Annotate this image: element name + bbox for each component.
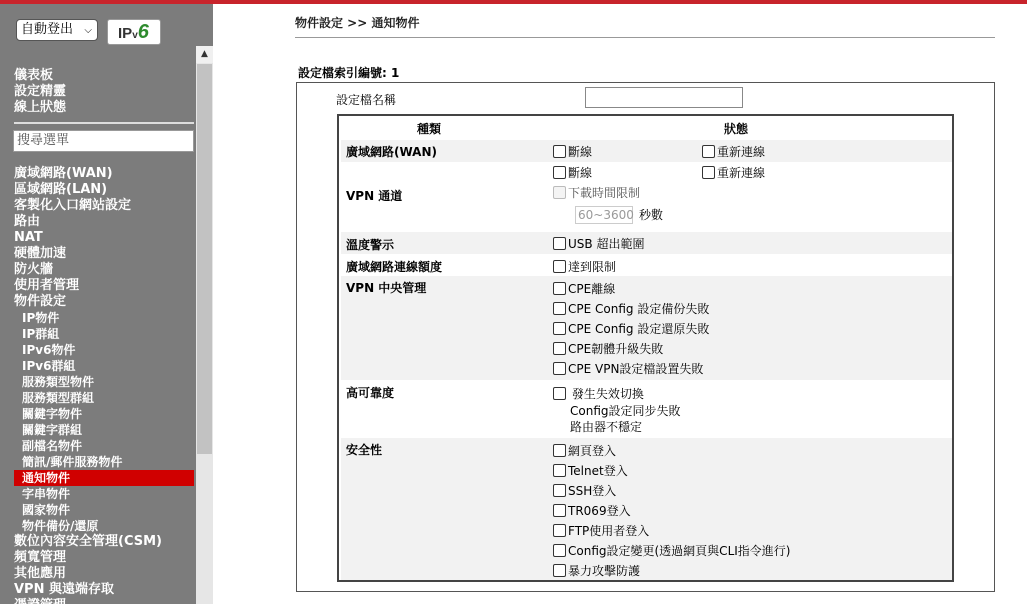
vpn-central-option[interactable]: CPE Config 設定還原失敗: [553, 322, 709, 336]
sidebar-item[interactable]: NAT: [14, 230, 43, 245]
sidebar-subitem[interactable]: IPv6物件: [22, 343, 76, 357]
sidebar-item-dashboard[interactable]: 儀表板: [14, 68, 54, 83]
menu-search-input[interactable]: 搜尋選單: [13, 130, 194, 152]
profile-name-input[interactable]: [585, 87, 743, 108]
category-label: 廣域網路(WAN): [346, 145, 437, 159]
sidebar-subitem[interactable]: 服務類型物件: [22, 375, 95, 389]
sidebar-subitem[interactable]: 關鍵字群組: [22, 423, 83, 437]
sidebar-item[interactable]: 廣域網路(WAN): [14, 166, 113, 181]
category-label: VPN 通道: [346, 189, 403, 203]
checkbox[interactable]: [553, 544, 566, 557]
vpn-disconnect-option[interactable]: 斷線: [553, 166, 592, 180]
quota-reached-option[interactable]: 達到限制: [553, 260, 616, 274]
sidebar-divider: [14, 122, 194, 124]
table-row-wan-quota: [341, 254, 952, 276]
security-option[interactable]: 網頁登入: [553, 444, 616, 458]
sidebar-subitem[interactable]: 關鍵字物件: [22, 407, 83, 421]
sidebar-subitem[interactable]: 副檔名物件: [22, 439, 83, 453]
sidebar: [0, 4, 213, 613]
failover-option[interactable]: 發生失效切換: [553, 387, 644, 401]
checkbox[interactable]: [553, 444, 566, 457]
chevron-down-icon: ⌵: [84, 25, 92, 36]
checkbox[interactable]: [553, 322, 566, 335]
sidebar-item[interactable]: 數位內容安全管理(CSM): [14, 534, 162, 549]
category-label: 安全性: [346, 443, 383, 457]
table-row-vpn-central: [341, 276, 952, 380]
vpn-central-option[interactable]: CPE VPN設定檔設置失敗: [553, 362, 703, 376]
sidebar-item[interactable]: 防火牆: [14, 262, 54, 277]
vpn-download-limit-checkbox[interactable]: [553, 186, 566, 199]
sidebar-item[interactable]: 使用者管理: [14, 278, 80, 293]
failover-checkbox[interactable]: [553, 387, 566, 400]
security-option[interactable]: TR069登入: [553, 504, 631, 518]
security-option[interactable]: FTP使用者登入: [553, 524, 649, 538]
table-row-security: [341, 438, 952, 580]
wan-disconnect-option[interactable]: 斷線: [553, 145, 592, 159]
sidebar-item[interactable]: 頻寬管理: [14, 550, 67, 565]
sidebar-item-online-status[interactable]: 線上狀態: [14, 100, 67, 115]
usb-out-of-range-option[interactable]: USB 超出範圍: [553, 237, 644, 251]
vpn-central-option[interactable]: CPE Config 設定備份失敗: [553, 302, 709, 316]
sidebar-subitem[interactable]: 國家物件: [22, 503, 71, 517]
breadcrumb-divider: [295, 37, 995, 38]
sidebar-subitem[interactable]: 字串物件: [22, 487, 71, 501]
security-option[interactable]: SSH登入: [553, 484, 616, 498]
sidebar-item[interactable]: 硬體加速: [14, 246, 67, 261]
vpn-central-option[interactable]: CPE韌體升級失敗: [553, 342, 663, 356]
checkbox[interactable]: [553, 362, 566, 375]
column-header-type: 種類: [417, 122, 442, 136]
wan-reconnect-checkbox[interactable]: [702, 145, 715, 158]
scroll-up-arrow-icon[interactable]: ▲: [196, 46, 213, 63]
vpn-central-option[interactable]: CPE離線: [553, 282, 615, 296]
vpn-disconnect-checkbox[interactable]: [553, 166, 566, 179]
sidebar-item[interactable]: 客製化入口網站設定: [14, 198, 132, 213]
wan-reconnect-option[interactable]: 重新連線: [702, 145, 765, 159]
quota-reached-checkbox[interactable]: [553, 260, 566, 273]
sidebar-menu: [14, 166, 194, 614]
sidebar-subitem[interactable]: IPv6群組: [22, 359, 76, 373]
vpn-seconds-input[interactable]: 60~3600: [575, 206, 633, 224]
usb-out-of-range-checkbox[interactable]: [553, 237, 566, 250]
sidebar-subitem[interactable]: 服務類型群組: [22, 391, 95, 405]
checkbox[interactable]: [553, 282, 566, 295]
vpn-download-limit-option[interactable]: 下載時間限制: [553, 186, 640, 200]
category-label: 廣域網路連線額度: [346, 260, 443, 274]
checkbox[interactable]: [553, 484, 566, 497]
seconds-unit-label: 秒數: [639, 208, 664, 222]
sidebar-item[interactable]: 路由: [14, 214, 41, 229]
vpn-reconnect-checkbox[interactable]: [702, 166, 715, 179]
sidebar-subitem[interactable]: 物件備份/還原: [22, 519, 99, 533]
config-sync-failed-text: Config設定同步失敗: [570, 404, 681, 418]
profile-index-label: 設定檔索引編號: 1: [298, 66, 400, 80]
sidebar-item[interactable]: 其他應用: [14, 566, 67, 581]
sidebar-subitem[interactable]: 通知物件: [14, 470, 194, 486]
sidebar-header: [0, 4, 213, 46]
sidebar-item[interactable]: 區域網路(LAN): [14, 182, 108, 197]
checkbox[interactable]: [553, 504, 566, 517]
sidebar-item[interactable]: 物件設定: [14, 294, 67, 309]
column-header-status: 狀態: [724, 122, 749, 136]
checkbox[interactable]: [553, 302, 566, 315]
table-row-high-availability: [341, 380, 952, 438]
checkbox[interactable]: [553, 342, 566, 355]
breadcrumb: 物件設定 >> 通知物件: [295, 16, 420, 30]
table-row-wan: [341, 140, 952, 162]
router-unstable-text: 路由器不穩定: [570, 420, 643, 434]
sidebar-top-menu: [14, 68, 66, 116]
sidebar-subitem[interactable]: IP物件: [22, 311, 60, 325]
category-label: 溫度警示: [346, 238, 395, 252]
category-label: 高可靠度: [346, 386, 395, 400]
sidebar-subitem[interactable]: IP群組: [22, 327, 60, 341]
profile-name-label: 設定檔名稱: [336, 93, 397, 107]
checkbox[interactable]: [553, 464, 566, 477]
checkbox[interactable]: [553, 524, 566, 537]
sidebar-subitem[interactable]: 簡訊/郵件服務物件: [22, 455, 123, 469]
login-mode-value: 自動登出: [21, 22, 74, 37]
ipv6-logo: IPv6: [107, 19, 161, 45]
login-mode-select[interactable]: [16, 19, 98, 41]
sidebar-item[interactable]: 憑證管理: [14, 598, 67, 613]
category-label: VPN 中央管理: [346, 281, 427, 295]
vpn-reconnect-option[interactable]: 重新連線: [702, 166, 765, 180]
security-option[interactable]: Telnet登入: [553, 464, 628, 478]
table-row-temperature: [341, 232, 952, 254]
main-content: [213, 4, 1027, 604]
sidebar-scroll-thumb[interactable]: [197, 64, 212, 454]
sidebar-item[interactable]: VPN 與遠端存取: [14, 582, 114, 597]
sidebar-item-wizards[interactable]: 設定精靈: [14, 84, 67, 99]
security-option[interactable]: 暴力攻擊防護: [553, 564, 640, 578]
table-row-vpn-tunnel: [341, 162, 952, 232]
wan-disconnect-checkbox[interactable]: [553, 145, 566, 158]
checkbox[interactable]: [553, 564, 566, 577]
security-option[interactable]: Config設定變更(透過網頁與CLI指令進行): [553, 544, 790, 558]
notification-table: [337, 114, 954, 582]
